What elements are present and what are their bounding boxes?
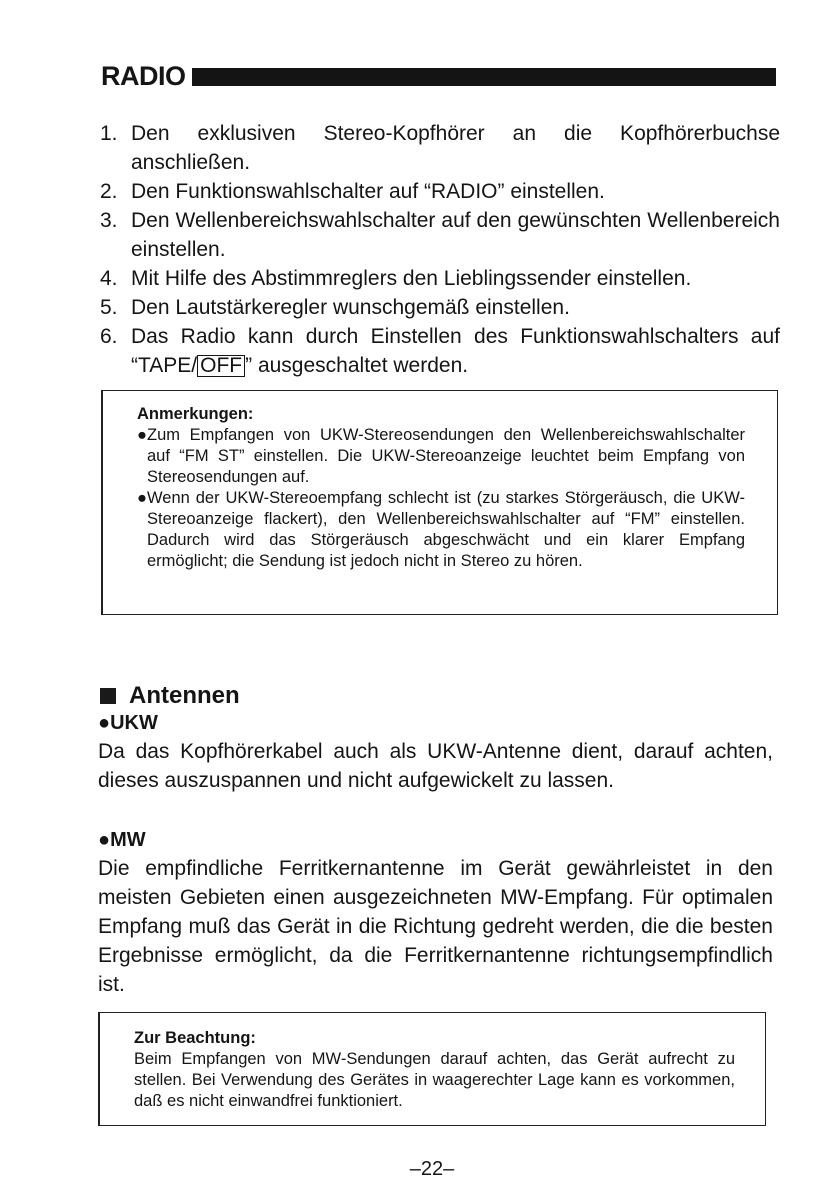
off-position-label: OFF (197, 355, 245, 377)
ukw-heading: ●UKW (98, 712, 158, 734)
step-number: 4. (100, 267, 118, 290)
step-item (100, 264, 780, 293)
note-text: Wenn der UKW-Stereoempfang schlecht ist (zu starkes Störgeräusch, die UKW-Stereoanzeige flackert), den Wellenbereichswahlschalter auf “FM” einstellen. Dadurch wird das Störgeräusch abgeschwächt und ein klarer Empfang ermöglicht; die Sendung ist jedoch nicht in Stereo zu hören. (147, 489, 745, 570)
bullet-icon: ● (137, 489, 147, 507)
note-item (137, 425, 745, 488)
instruction-steps (100, 119, 780, 380)
step-text: Mit Hilfe des Abstimmreglers den Lieblingssender einstellen. (131, 267, 692, 290)
page-title: RADIO (101, 61, 186, 91)
step-item (100, 293, 780, 322)
step-text: Den Lautstärkeregler wunschgemäß einstellen. (131, 296, 570, 319)
notes-title: Anmerkungen: (137, 405, 254, 423)
caution-box (98, 1012, 766, 1126)
header-rule (192, 68, 777, 86)
step-text (131, 322, 780, 380)
mw-heading: ●MW (98, 829, 146, 851)
ukw-paragraph: Da das Kopfhörerkabel auch als UKW-Antenne dient, darauf achten, dieses auszuspannen und nicht aufgewickelt zu lassen. (98, 740, 773, 792)
step-item (100, 322, 780, 380)
step-text: Den exklusiven Stereo-Kopfhörer an die Kopfhörerbuchse anschließen. (131, 122, 780, 174)
step-number: 6. (100, 325, 118, 348)
caution-title: Zur Beachtung: (134, 1029, 256, 1047)
notes-box (101, 390, 778, 615)
antennas-heading (98, 682, 788, 710)
antennas-title: Antennen (129, 682, 240, 709)
step-item (100, 177, 780, 206)
step-number: 5. (100, 296, 118, 319)
step-text: Den Funktionswahlschalter auf “RADIO” einstellen. (131, 180, 605, 203)
step-number: 2. (100, 180, 118, 203)
section-header (101, 60, 776, 92)
note-item (137, 488, 745, 572)
page-number: –22– (409, 1158, 455, 1180)
mw-paragraph: Die empfindliche Ferritkernantenne im Gerät gewährleistet in den meisten Gebieten einen ausgezeichneten MW-Empfang. Für optimalen Empfang muß das Gerät in die Richtung gedreht werden, die die besten Ergebnisse ermöglicht, da die Ferritkernantenne richtungsempfindlich ist. (98, 857, 773, 996)
step-text: Den Wellenbereichswahlschalter auf den gewünschten Wellenbereich einstellen. (131, 209, 780, 261)
note-text: Zum Empfangen von UKW-Stereosendungen den Wellenbereichswahlschalter auf “FM ST” einstellen. Die UKW-Stereoanzeige leuchtet beim Empfang von Stereosendungen auf. (147, 426, 745, 486)
step-number: 1. (100, 122, 118, 145)
bullet-icon: ● (137, 426, 147, 444)
step-item (100, 119, 780, 177)
caution-text: Beim Empfangen von MW-Sendungen darauf achten, das Gerät aufrecht zu stellen. Bei Verwendung des Gerätes in waagerechter Lage kann es vorkommen, daß es nicht einwandfrei funktioniert. (134, 1050, 735, 1110)
antennas-section (98, 682, 788, 999)
step-item (100, 206, 780, 264)
square-bullet-icon (100, 688, 116, 704)
step-number: 3. (100, 209, 118, 232)
step-text-before: Das Radio kann durch Einstellen des Funktionswahlschalters auf “TAPE/ (131, 325, 780, 377)
step-text-after: ” ausgeschaltet werden. (245, 354, 469, 377)
